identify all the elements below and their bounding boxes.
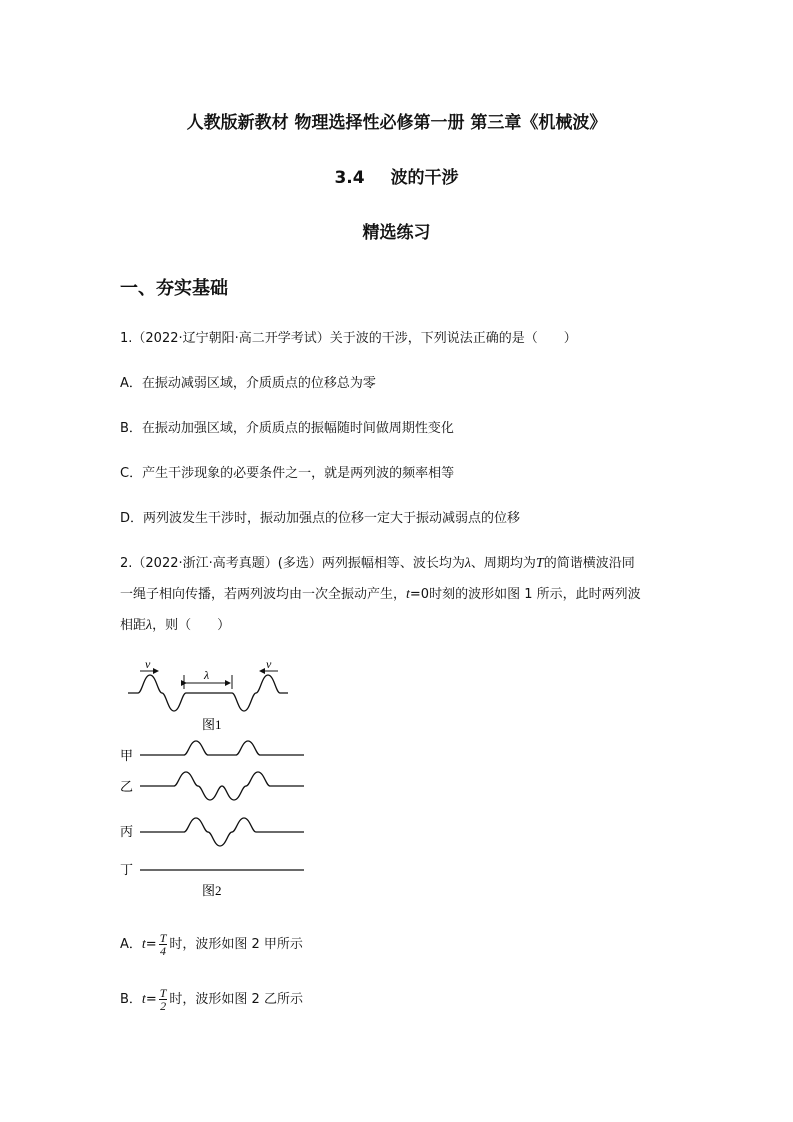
figure-1 (120, 655, 310, 735)
fig2-label-jia: 甲 (120, 748, 134, 763)
q1-option-a: A．在振动减弱区域，介质质点的位移总为零 (120, 376, 376, 391)
fig2-caption: 图2 (202, 883, 222, 898)
section-name: 波的干涉 (390, 168, 459, 188)
period-symbol: T (535, 556, 544, 571)
q2-stem-line2: 一绳子相向传播，若两列波均由一次全振动产生，t=0时刻的波形如图 1 所示，此时两列波 (120, 587, 641, 602)
q2-option-b: B．t= $\frac{T}{2}$ 时，波形如图 2 乙所示 (120, 986, 303, 1013)
fig1-v-left-label: v (145, 657, 151, 671)
figure-2 (118, 738, 318, 903)
fig2-wave-jia (140, 741, 304, 755)
q1-option-d: D．两列波发生干涉时，振动加强点的位移一定大于振动减弱点的位移 (120, 511, 521, 526)
fig1-v-right-label: v (266, 657, 272, 671)
fig2-label-yi: 乙 (120, 779, 134, 794)
q1-stem: 1.（2022·辽宁朝阳·高二开学考试）关于波的干涉，下列说法正确的是（ ） (120, 331, 577, 346)
fraction-t-over-2: $\frac{T}{2}$ (159, 986, 167, 1013)
lambda-symbol: λ (146, 618, 153, 633)
document-title: 人教版新教材 物理选择性必修第一册 第三章《机械波》 (186, 113, 607, 133)
time-symbol: t (406, 587, 410, 602)
q2-stem-line3: 相距λ，则（ ） (120, 618, 231, 633)
q1-option-b: B．在振动加强区域，介质质点的振幅随时间做周期性变化 (120, 421, 454, 436)
q2-stem-line1: 2.（2022·浙江·高考真题）(多选）两列振幅相等、波长均为λ、周期均为T的简谐横波沿同 (120, 556, 635, 571)
fig2-wave-yi (140, 772, 304, 800)
part-heading: 一、夯实基础 (120, 278, 228, 299)
section-title (0, 163, 793, 188)
document-subtitle: 精选练习 (362, 223, 431, 243)
section-number: 3.4 (334, 168, 365, 188)
fig2-label-bing: 丙 (120, 824, 134, 839)
fig1-lambda-label: λ (204, 668, 210, 682)
fig2-label-ding: 丁 (120, 862, 134, 877)
fraction-t-over-4: $\frac{T}{4}$ (159, 931, 167, 958)
lambda-symbol: λ (464, 556, 471, 571)
fig1-caption: 图1 (202, 717, 222, 732)
q2-option-a: A．t= $\frac{T}{4}$ 时，波形如图 2 甲所示 (120, 931, 303, 958)
q1-option-c: C．产生干涉现象的必要条件之一，就是两列波的频率相等 (120, 466, 455, 481)
fig2-wave-bing (140, 818, 304, 846)
